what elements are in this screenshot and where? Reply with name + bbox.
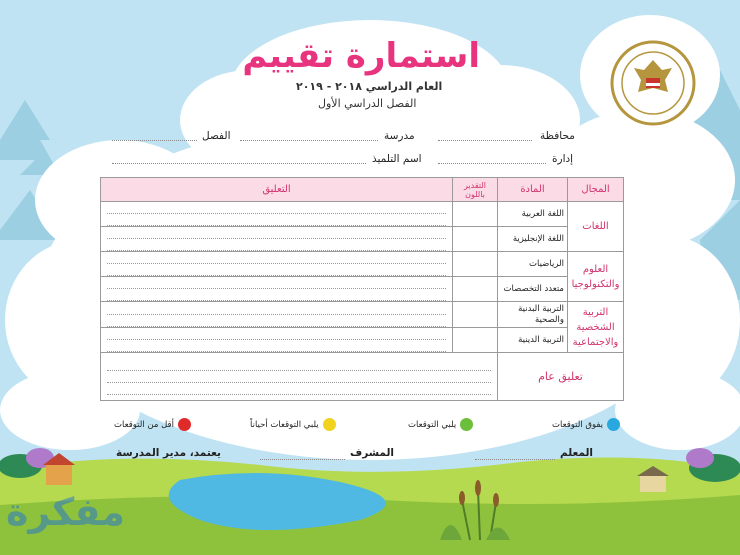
site-watermark: ﻣﻔﻜﺮﺓ	[6, 490, 126, 534]
subject-english: اللغة الإنجليزية	[498, 227, 568, 252]
school-field[interactable]	[240, 140, 378, 141]
academic-year: العام الدراسي ٢٠١٨ - ٢٠١٩	[296, 80, 443, 93]
class-label: الفصل	[202, 130, 231, 142]
table-row	[101, 302, 624, 328]
domain-science-technology: العلوم والتكنولوجيا	[568, 252, 624, 302]
table-header-row	[101, 178, 624, 202]
general-comment-label: تعليق عام	[498, 353, 624, 401]
header-subject: المادة	[498, 178, 568, 202]
grade-cell[interactable]	[453, 277, 498, 302]
comment-cell[interactable]	[101, 227, 453, 252]
subject-religion: التربية الدينية	[498, 328, 568, 353]
grade-cell[interactable]	[453, 227, 498, 252]
comment-cell[interactable]	[101, 277, 453, 302]
header-grade: التقدير باللون	[453, 178, 498, 202]
subject-arabic: اللغة العربية	[498, 202, 568, 227]
table-row	[101, 202, 624, 227]
grade-cell[interactable]	[453, 302, 498, 328]
supervisor-signature-field[interactable]	[260, 459, 345, 460]
legend-label: يفوق التوقعات	[552, 419, 604, 430]
grade-cell[interactable]	[453, 252, 498, 277]
school-label: مدرسة	[384, 130, 415, 142]
legend-label: يلبي التوقعات	[408, 419, 457, 430]
legend-item	[114, 418, 191, 431]
comment-cell[interactable]	[101, 302, 453, 328]
student-name-field[interactable]	[112, 163, 366, 164]
legend-label: يلبي التوقعات أحياناً	[250, 419, 319, 430]
general-comment-field[interactable]	[101, 353, 498, 401]
teacher-signature-label: المعلم	[560, 447, 594, 459]
legend-item	[250, 418, 336, 431]
student-name-label: اسم التلميذ	[372, 153, 422, 165]
legend-item	[552, 418, 620, 431]
table-row	[101, 227, 624, 252]
comment-cell[interactable]	[101, 252, 453, 277]
class-field[interactable]	[112, 140, 197, 141]
table-row	[101, 252, 624, 277]
red-dot-icon	[178, 418, 191, 431]
header-comment: التعليق	[101, 178, 453, 202]
governorate-label: محافظة	[540, 130, 575, 142]
table-row	[101, 277, 624, 302]
supervisor-signature-label: المشرف	[350, 447, 394, 459]
grade-cell[interactable]	[453, 202, 498, 227]
subject-physical-education: التربية البدنية والصحية	[498, 302, 568, 328]
legend-item	[408, 418, 473, 431]
administration-field[interactable]	[438, 163, 546, 164]
ministry-logo	[610, 40, 696, 126]
comment-cell[interactable]	[101, 328, 453, 353]
governorate-field[interactable]	[438, 140, 532, 141]
teacher-signature-field[interactable]	[475, 459, 555, 460]
subject-math: الرياضيات	[498, 252, 568, 277]
general-comment-row	[101, 353, 624, 401]
subject-multidisciplinary: متعدد التخصصات	[498, 277, 568, 302]
administration-label: إدارة	[552, 153, 574, 165]
table-row	[101, 328, 624, 353]
domain-languages: اللغات	[568, 202, 624, 252]
grade-cell[interactable]	[453, 328, 498, 353]
domain-personal-social: التربية الشخصية والاجتماعية	[568, 302, 624, 353]
green-dot-icon	[460, 418, 473, 431]
yellow-dot-icon	[323, 418, 336, 431]
school-term: الفصل الدراسي الأول	[318, 97, 417, 110]
principal-signature-label: يعتمد، مدير المدرسة	[116, 447, 221, 459]
form-title: استمارة تقييم	[242, 36, 480, 76]
header-domain: المجال	[568, 178, 624, 202]
blue-dot-icon	[607, 418, 620, 431]
legend-label: أقل من التوقعات	[114, 419, 174, 430]
evaluation-table	[100, 177, 624, 401]
comment-cell[interactable]	[101, 202, 453, 227]
